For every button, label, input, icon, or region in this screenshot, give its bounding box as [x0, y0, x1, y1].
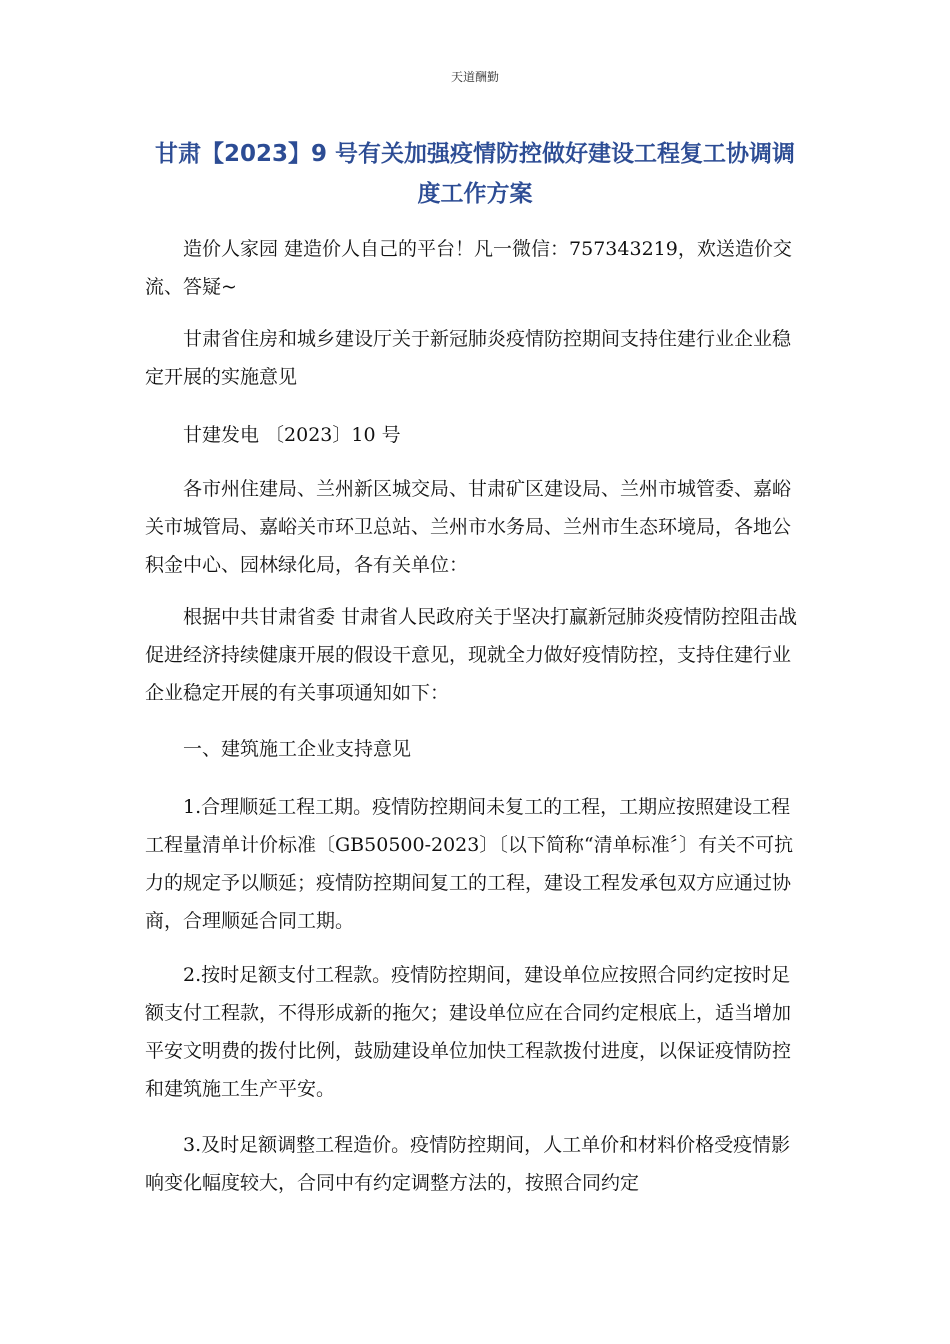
preamble-paragraph: [145, 598, 805, 712]
doc-number-text: 甘建发电 〔2023〕10 号: [183, 424, 401, 446]
section-heading: [145, 730, 805, 768]
doc-title-paragraph: [145, 320, 805, 396]
intro-paragraph: [145, 230, 805, 306]
item-3-text: 3.及时足额调整工程造价。疫情防控期间，人工单价和材料价格受疫情影响变化幅度较大，合同中有约定调整方法的，按照合同约定: [145, 1134, 791, 1194]
list-item: [145, 788, 805, 940]
preamble-text: 根据中共甘肃省委 甘肃省人民政府关于坚决打赢新冠肺炎疫情防控阻击战促进经济持续健康开展的假设干意见，现就全力做好疫情防控，支持住建行业企业稳定开展的有关事项通知如下：: [145, 606, 798, 704]
doc-number-paragraph: [145, 416, 805, 454]
item-2-text: 2.按时足额支付工程款。疫情防控期间，建设单位应按照合同约定按时足额支付工程款，不得形成新的拖欠；建设单位应在合同约定根底上，适当增加平安文明费的拨付比例，鼓励建设单位加快工程款拨付进度，以保证疫情防控和建筑施工生产平安。: [145, 964, 792, 1100]
list-item: [145, 1126, 805, 1202]
document-title-line-1: 甘肃【2023】9 号有关加强疫情防控做好建设工程复工协调调: [154, 141, 796, 167]
recipients-text: 各市州住建局、兰州新区城交局、甘肃矿区建设局、兰州市城管委、嘉峪关市城管局、嘉峪关市环卫总站、兰州市水务局、兰州市生态环境局，各地公积金中心、园林绿化局，各有关单位：: [145, 478, 792, 576]
document-title: [145, 134, 805, 214]
document-title-line-2: 度工作方案: [417, 181, 533, 207]
list-item: [145, 956, 805, 1108]
item-1-text: 1.合理顺延工程工期。疫情防控期间未复工的工程，工期应按照建设工程工程量清单计价标准〔GB50500-2023〕〔以下简称“清单标准〞〕有关不可抗力的规定予以顺延；疫情防控期间复工的工程，建设工程发承包双方应通过协商，合理顺延合同工期。: [145, 796, 794, 932]
recipients-paragraph: [145, 470, 805, 584]
page-header: 天道酬勤: [450, 70, 499, 84]
section-1-heading: 一、建筑施工企业支持意见: [183, 738, 412, 760]
intro-text: 造价人家园 建造价人自己的平台！凡一微信：757343219，欢送造价交流、答疑~: [145, 238, 792, 298]
doc-title-text: 甘肃省住房和城乡建设厅关于新冠肺炎疫情防控期间支持住建行业企业稳定开展的实施意见: [145, 328, 792, 388]
